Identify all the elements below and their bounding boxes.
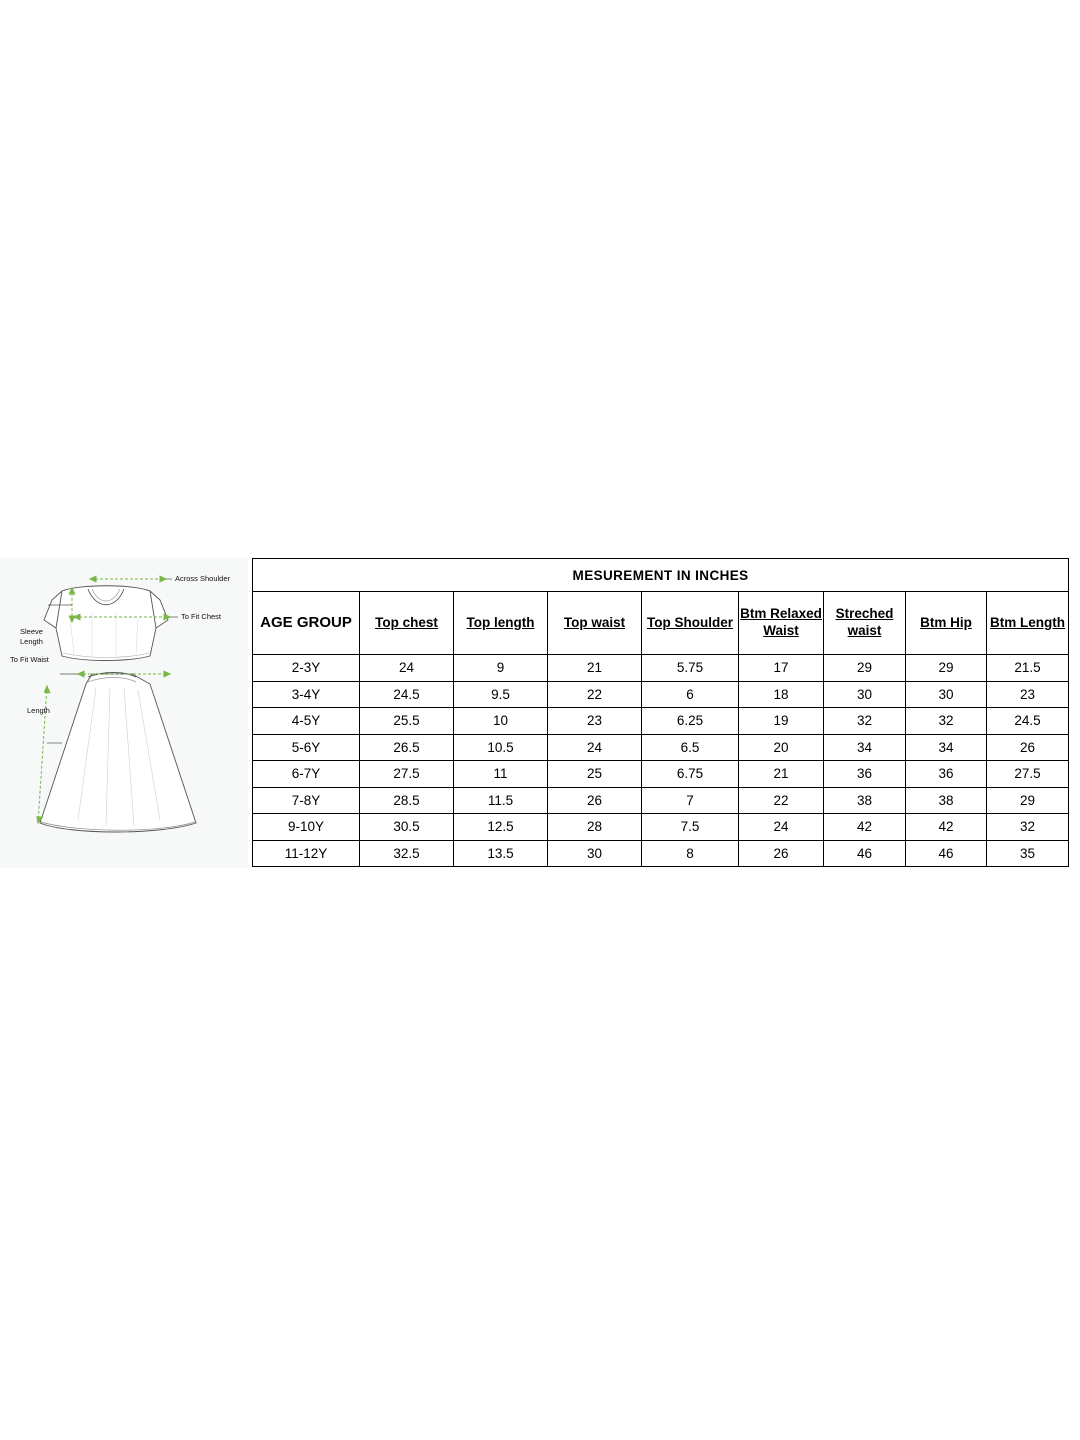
- cell-btm-length: 21.5: [987, 655, 1069, 682]
- cell-btm-relaxed-waist: 22: [739, 787, 824, 814]
- cell-top-length: 9: [454, 655, 548, 682]
- cell-top-shoulder: 7.5: [642, 814, 739, 841]
- cell-top-chest: 24: [360, 655, 454, 682]
- table-header-row: [253, 592, 1069, 655]
- cell-age-group: 5-6Y: [253, 734, 360, 761]
- cell-btm-length: 24.5: [987, 708, 1069, 735]
- cell-top-length: 13.5: [454, 840, 548, 867]
- cell-btm-hip: 42: [906, 814, 987, 841]
- sleeve-length-label: Sleeve Length: [20, 627, 43, 646]
- table-body: [253, 655, 1069, 867]
- cell-age-group: 4-5Y: [253, 708, 360, 735]
- cell-top-chest: 27.5: [360, 761, 454, 788]
- cell-btm-relaxed-waist: 19: [739, 708, 824, 735]
- cell-top-chest: 28.5: [360, 787, 454, 814]
- cell-top-length: 10.5: [454, 734, 548, 761]
- table-row: [253, 681, 1069, 708]
- cell-btm-length: 29: [987, 787, 1069, 814]
- cell-streched-waist: 30: [824, 681, 906, 708]
- cell-btm-hip: 38: [906, 787, 987, 814]
- cell-streched-waist: 46: [824, 840, 906, 867]
- cell-streched-waist: 34: [824, 734, 906, 761]
- header-top-waist: Top waist: [548, 592, 642, 655]
- cell-top-chest: 30.5: [360, 814, 454, 841]
- cell-btm-relaxed-waist: 24: [739, 814, 824, 841]
- cell-top-waist: 24: [548, 734, 642, 761]
- cell-top-chest: 25.5: [360, 708, 454, 735]
- size-chart-container: [0, 558, 1080, 868]
- cell-top-waist: 28: [548, 814, 642, 841]
- cell-age-group: 2-3Y: [253, 655, 360, 682]
- cell-streched-waist: 36: [824, 761, 906, 788]
- cell-top-length: 11: [454, 761, 548, 788]
- cell-age-group: 11-12Y: [253, 840, 360, 867]
- cell-btm-length: 27.5: [987, 761, 1069, 788]
- table-row: [253, 840, 1069, 867]
- table-title-row: [253, 559, 1069, 592]
- cell-age-group: 9-10Y: [253, 814, 360, 841]
- cell-age-group: 6-7Y: [253, 761, 360, 788]
- table-row: [253, 734, 1069, 761]
- cell-streched-waist: 29: [824, 655, 906, 682]
- cell-btm-length: 32: [987, 814, 1069, 841]
- cell-top-waist: 30: [548, 840, 642, 867]
- cell-btm-length: 26: [987, 734, 1069, 761]
- measurement-table: [252, 558, 1069, 867]
- cell-btm-hip: 29: [906, 655, 987, 682]
- table-row: [253, 708, 1069, 735]
- header-streched-waist: Streched waist: [824, 592, 906, 655]
- cell-top-shoulder: 6: [642, 681, 739, 708]
- header-top-chest: Top chest: [360, 592, 454, 655]
- measurement-table-wrap: [248, 558, 1068, 867]
- header-btm-hip: Btm Hip: [906, 592, 987, 655]
- cell-top-waist: 25: [548, 761, 642, 788]
- cell-top-chest: 32.5: [360, 840, 454, 867]
- cell-btm-length: 23: [987, 681, 1069, 708]
- cell-btm-hip: 32: [906, 708, 987, 735]
- cell-btm-relaxed-waist: 26: [739, 840, 824, 867]
- table-row: [253, 814, 1069, 841]
- cell-btm-hip: 34: [906, 734, 987, 761]
- cell-top-waist: 23: [548, 708, 642, 735]
- cell-top-shoulder: 6.5: [642, 734, 739, 761]
- cell-btm-hip: 36: [906, 761, 987, 788]
- cell-top-shoulder: 6.25: [642, 708, 739, 735]
- cell-streched-waist: 38: [824, 787, 906, 814]
- header-btm-length: Btm Length: [987, 592, 1069, 655]
- length-label: Length: [27, 706, 50, 715]
- cell-top-shoulder: 5.75: [642, 655, 739, 682]
- to-fit-waist-label: To Fit Waist: [10, 655, 49, 664]
- cell-streched-waist: 42: [824, 814, 906, 841]
- cell-top-waist: 26: [548, 787, 642, 814]
- cell-btm-relaxed-waist: 18: [739, 681, 824, 708]
- cell-top-shoulder: 6.75: [642, 761, 739, 788]
- header-btm-relaxed-waist: Btm Relaxed Waist: [739, 592, 824, 655]
- cell-age-group: 3-4Y: [253, 681, 360, 708]
- table-row: [253, 761, 1069, 788]
- cell-top-waist: 22: [548, 681, 642, 708]
- cell-age-group: 7-8Y: [253, 787, 360, 814]
- cell-btm-relaxed-waist: 20: [739, 734, 824, 761]
- table-title: MESUREMENT IN INCHES: [253, 559, 1069, 592]
- cell-top-chest: 26.5: [360, 734, 454, 761]
- header-age-group: AGE GROUP: [253, 592, 360, 655]
- table-row: [253, 655, 1069, 682]
- table-row: [253, 787, 1069, 814]
- to-fit-chest-label: To Fit Chest: [181, 612, 222, 621]
- across-shoulder-label: Across Shoulder: [175, 574, 231, 583]
- header-top-shoulder: Top Shoulder: [642, 592, 739, 655]
- cell-top-waist: 21: [548, 655, 642, 682]
- cell-top-length: 10: [454, 708, 548, 735]
- cell-btm-relaxed-waist: 17: [739, 655, 824, 682]
- cell-streched-waist: 32: [824, 708, 906, 735]
- cell-btm-hip: 30: [906, 681, 987, 708]
- cell-btm-hip: 46: [906, 840, 987, 867]
- header-top-length: Top length: [454, 592, 548, 655]
- garment-illustration: [0, 558, 248, 868]
- cell-top-length: 11.5: [454, 787, 548, 814]
- cell-btm-length: 35: [987, 840, 1069, 867]
- cell-top-shoulder: 8: [642, 840, 739, 867]
- cell-top-length: 9.5: [454, 681, 548, 708]
- cell-top-length: 12.5: [454, 814, 548, 841]
- cell-top-shoulder: 7: [642, 787, 739, 814]
- cell-btm-relaxed-waist: 21: [739, 761, 824, 788]
- cell-top-chest: 24.5: [360, 681, 454, 708]
